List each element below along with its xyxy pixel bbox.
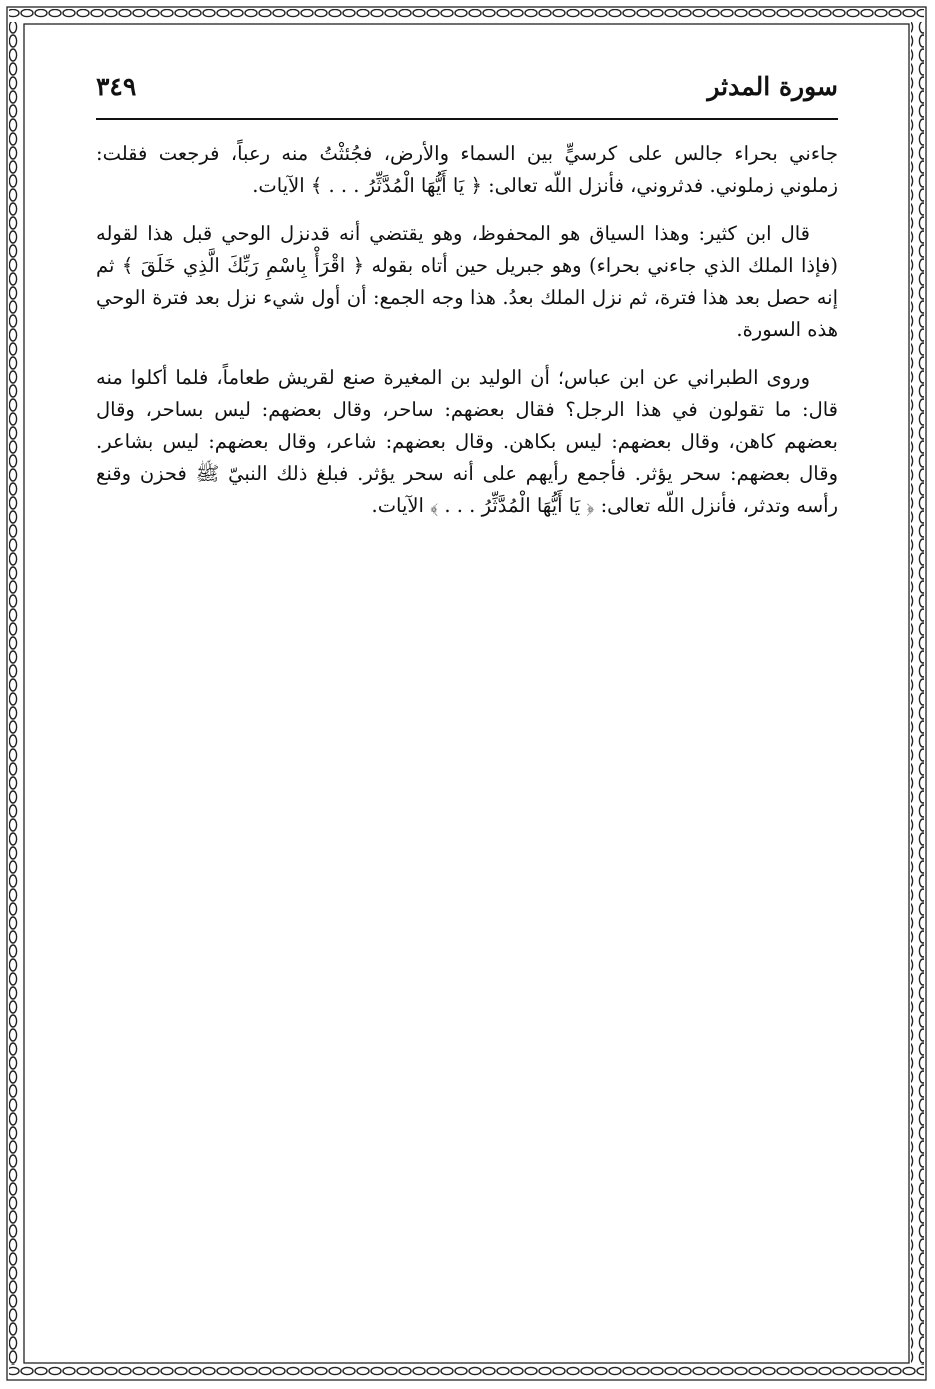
paragraph: قال ابن كثير: وهذا السياق هو المحفوظ، وهو يقتضي أنه قدنزل الوحي قبل هذا لقوله (فإذا الملك الذي جاءني بحراء) وهو جبريل حين أتاه بقوله ﴿ اقْرَأْ بِاسْمِ رَبِّكَ الَّذِي خَلَقَ ﴾ ثم إنه حصل بعد هذا فترة، ثم نزل الملك بعدُ. هذا وجه الجمع: أن أول شيء نزل بعد فترة الوحي هذه السورة. bbox=[96, 222, 838, 341]
header-rule bbox=[96, 118, 838, 120]
page-title: سورة المدثر bbox=[707, 72, 838, 101]
paragraph: جاءني بحراء جالس على كرسيٍّ بين السماء والأرض، فجُئثْتُ منه رعباً، فرجعت فقلت: زملوني زملوني. فدثروني، فأنزل اللّه تعالى: ﴿ يَا أَيُّهَا الْمُدَّثِّرُ . . . ﴾ الآيات. bbox=[96, 142, 838, 197]
page-number: ٣٤٩ bbox=[96, 72, 137, 101]
page-header bbox=[96, 66, 838, 106]
main-text bbox=[96, 138, 838, 538]
paragraph: وروى الطبراني عن ابن عباس؛ أن الوليد بن المغيرة صنع لقريش طعاماً، فلما أكلوا منه قال: ما تقولون في هذا الرجل؟ فقال بعضهم: ساحر، وقال بعضهم: ليس بساحر، وقال بعضهم كاهن، وقال بعضهم: ليس بكاهن. وقال بعضهم: شاعر، وقال بعضهم: ليس بشاعر. وقال بعضهم: سحر يؤثر. فأجمع رأيهم على أنه سحر يؤثر. فبلغ ذلك النبيّ ﷺ فحزن وقنع رأسه وتدثر، فأنزل اللّه تعالى: ﴿ يَا أَيُّهَا الْمُدَّثِّرُ . . . ﴾ الآيات. bbox=[96, 366, 838, 517]
